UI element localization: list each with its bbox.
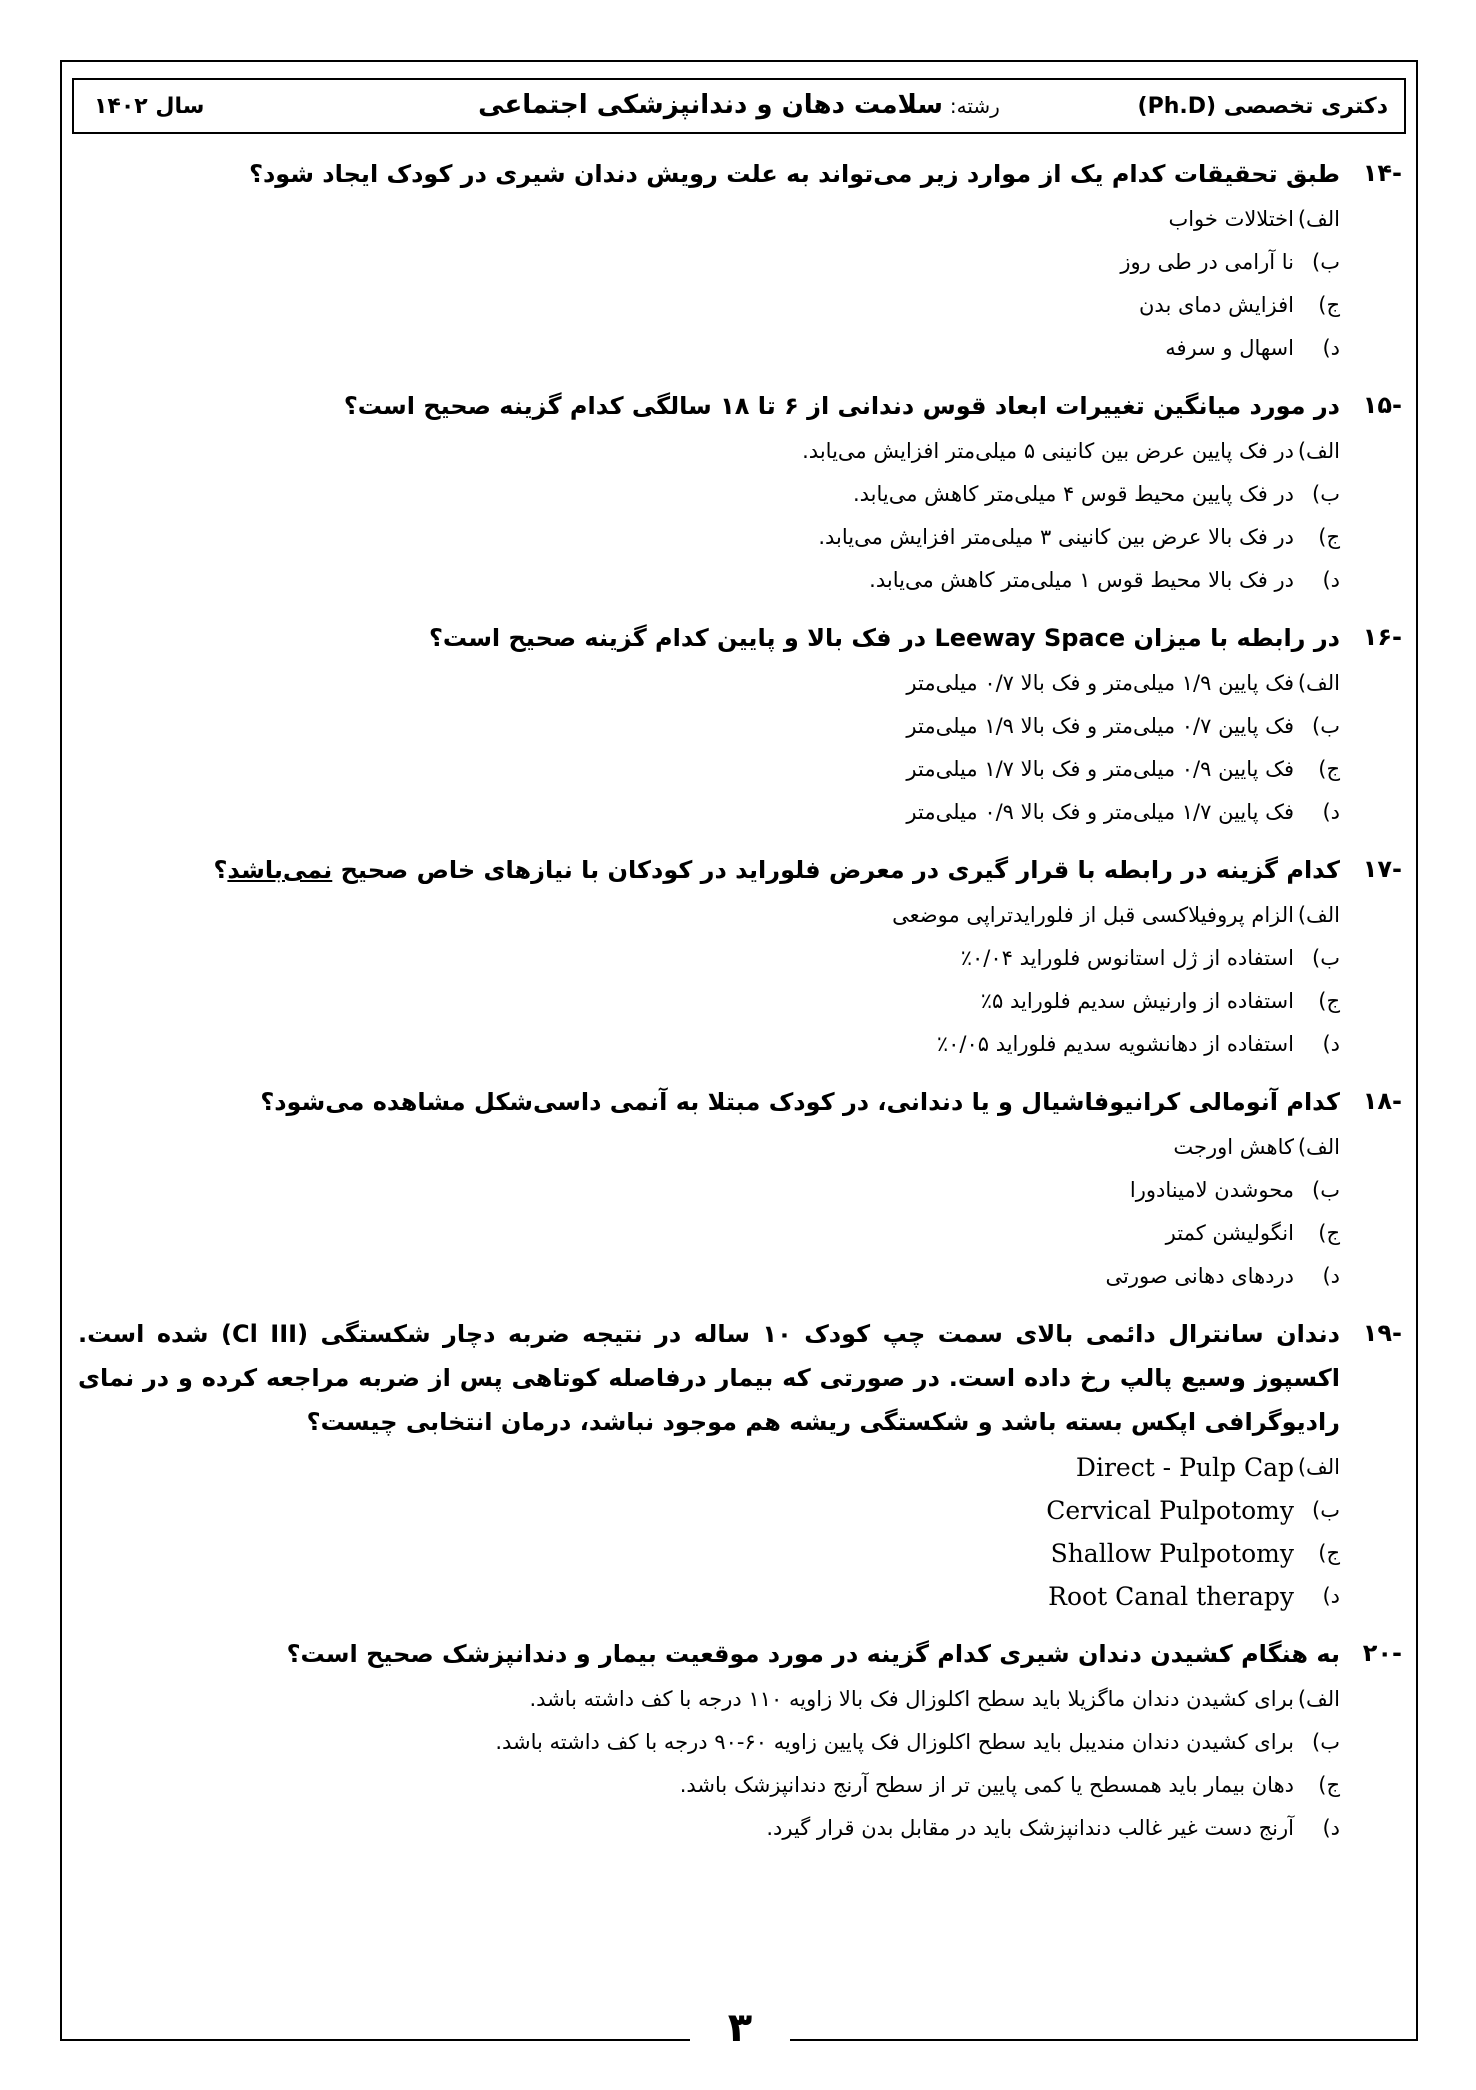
question-number: -۱۷ (1362, 855, 1402, 883)
question-15 (78, 384, 1402, 602)
option-jim[interactable] (78, 1532, 1340, 1575)
question-number: -۱۹ (1362, 1319, 1402, 1347)
option-label: ج) (1318, 1221, 1340, 1245)
option-text: دردهای دهانی صورتی (1105, 1264, 1294, 1288)
option-list (78, 430, 1402, 602)
question-number: -۱۵ (1362, 391, 1402, 419)
option-text: برای کشیدن دندان ماگزیلا باید سطح اکلوزال فک بالا زاویه ۱۱۰ درجه با کف داشته باشد. (529, 1687, 1294, 1711)
question-19 (78, 1312, 1402, 1618)
option-jim[interactable] (78, 980, 1340, 1023)
option-jim[interactable] (78, 748, 1340, 791)
option-jim[interactable] (78, 516, 1340, 559)
option-be[interactable] (78, 937, 1340, 980)
question-text: در رابطه با میزان Leeway Space در فک بالا و پایین کدام گزینه صحیح است؟ (428, 624, 1340, 652)
option-label: ب) (1312, 714, 1340, 738)
option-text: در فک پایین محیط قوس ۴ میلی‌متر کاهش می‌یابد. (852, 482, 1294, 506)
question-text: دندان سانترال دائمی بالای سمت چپ کودک ۱۰ ساله در نتیجه ضربه دچار شکستگی (Cl III) شده است. اکسپوز وسیع پالپ رخ داده است. در صورتی که بیمار درفاصله کوتاهی پس از ضربه مراجعه کرده و در نمای رادیوگرافی اپکس بسته باشد و شکستگی ریشه هم موجود نباشد، درمان انتخابی چیست؟ (78, 1320, 1340, 1436)
option-text: استفاده از وارنیش سدیم فلوراید ۵٪ (980, 989, 1294, 1013)
option-label: د) (1322, 336, 1340, 360)
option-text: فک پایین ۰/۷ میلی‌متر و فک بالا ۱/۹ میلی‌متر (906, 714, 1294, 738)
option-text: استفاده از دهانشویه سدیم فلوراید ۰/۰۵٪ (936, 1032, 1294, 1056)
option-text: فک پایین ۱/۷ میلی‌متر و فک بالا ۰/۹ میلی‌متر (906, 800, 1294, 824)
option-label: د) (1322, 568, 1340, 592)
option-label: ج) (1318, 1541, 1340, 1565)
option-label: الف) (1297, 1135, 1340, 1159)
option-text: نا آرامی در طی روز (1120, 250, 1294, 274)
option-label: ج) (1318, 1773, 1340, 1797)
option-list (78, 1126, 1402, 1298)
option-be[interactable] (78, 473, 1340, 516)
option-text: انگولیشن کمتر (1165, 1221, 1294, 1245)
footer-rule-left (60, 2039, 690, 2041)
question-text (78, 848, 1348, 892)
option-list (78, 894, 1402, 1066)
option-text: کاهش اورجت (1173, 1135, 1294, 1159)
option-text: فک پایین ۰/۹ میلی‌متر و فک بالا ۱/۷ میلی‌متر (906, 757, 1294, 781)
exam-year: سال ۱۴۰۲ (94, 94, 205, 119)
option-list (78, 662, 1402, 834)
option-be[interactable] (78, 705, 1340, 748)
question-mark: ؟ (213, 856, 228, 884)
option-label: ب) (1312, 946, 1340, 970)
option-be[interactable] (78, 1721, 1340, 1764)
option-text: اختلالات خواب (1168, 207, 1294, 231)
option-text: فک پایین ۱/۹ میلی‌متر و فک بالا ۰/۷ میلی‌متر (906, 671, 1294, 695)
option-label: ب) (1312, 1730, 1340, 1754)
option-label: ج) (1318, 525, 1340, 549)
option-label: الف) (1297, 1455, 1340, 1479)
option-dal[interactable] (78, 1575, 1340, 1618)
option-label: ب) (1312, 1498, 1340, 1522)
option-alef[interactable] (78, 894, 1340, 937)
option-text: محوشدن لامینادورا (1129, 1178, 1294, 1202)
question-text-main: کدام گزینه در رابطه با قرار گیری در معرض فلوراید در کودکان با نیازهای خاص صحیح (332, 856, 1340, 884)
option-label: ج) (1318, 757, 1340, 781)
question-16 (78, 616, 1402, 834)
option-list (78, 1446, 1402, 1618)
question-list (78, 152, 1402, 1864)
option-label: ب) (1312, 250, 1340, 274)
option-dal[interactable] (78, 1023, 1340, 1066)
footer-rule-right (790, 2039, 1418, 2041)
option-label: د) (1322, 1584, 1340, 1608)
option-alef[interactable] (78, 1446, 1340, 1489)
option-label: د) (1322, 800, 1340, 824)
option-dal[interactable] (78, 327, 1340, 370)
option-label: الف) (1297, 207, 1340, 231)
option-text: Direct - Pulp Cap (1075, 1453, 1294, 1482)
field-value: سلامت دهان و دندانپزشکی اجتماعی (478, 90, 943, 120)
field-label: رشته: (949, 94, 1000, 118)
option-text: استفاده از ژل استانوس فلوراید ۰/۰۴٪ (960, 946, 1294, 970)
exam-header (72, 78, 1406, 134)
option-label: ب) (1312, 482, 1340, 506)
question-18 (78, 1080, 1402, 1298)
question-text: طبق تحقیقات کدام یک از موارد زیر می‌تواند به علت رویش دندان شیری در کودک ایجاد شود؟ (249, 160, 1340, 188)
option-text: دهان بیمار باید همسطح یا کمی پایین تر از سطح آرنج دندانپزشک باشد. (679, 1773, 1294, 1797)
option-text: در فک پایین عرض بین کانینی ۵ میلی‌متر افزایش می‌یابد. (802, 439, 1294, 463)
option-alef[interactable] (78, 198, 1340, 241)
option-text: Shallow Pulpotomy (1050, 1539, 1294, 1568)
question-text: به هنگام کشیدن دندان شیری کدام گزینه در مورد موقعیت بیمار و دندانپزشک صحیح است؟ (286, 1640, 1340, 1668)
option-label: الف) (1297, 1687, 1340, 1711)
question-text: کدام آنومالی کرانیوفاشیال و یا دندانی، در کودک مبتلا به آنمی داسی‌شکل مشاهده می‌شود؟ (260, 1088, 1340, 1116)
option-text: الزام پروفیلاکسی قبل از فلورایدتراپی موضعی (892, 903, 1294, 927)
option-dal[interactable] (78, 1807, 1340, 1850)
option-label: د) (1322, 1816, 1340, 1840)
option-text: در فک بالا محیط قوس ۱ میلی‌متر کاهش می‌یابد. (869, 568, 1294, 592)
option-alef[interactable] (78, 1126, 1340, 1169)
option-label: ب) (1312, 1178, 1340, 1202)
question-20 (78, 1632, 1402, 1850)
option-be[interactable] (78, 1169, 1340, 1212)
option-label: د) (1322, 1264, 1340, 1288)
option-alef[interactable] (78, 1678, 1340, 1721)
option-text: افزایش دمای بدن (1139, 293, 1294, 317)
option-label: ج) (1318, 989, 1340, 1013)
option-alef[interactable] (78, 662, 1340, 705)
option-list (78, 198, 1402, 370)
question-17 (78, 848, 1402, 1066)
option-label: ج) (1318, 293, 1340, 317)
question-text: در مورد میانگین تغییرات ابعاد قوس دندانی از ۶ تا ۱۸ سالگی کدام گزینه صحیح است؟ (343, 392, 1340, 420)
option-jim[interactable] (78, 1764, 1340, 1807)
option-text: در فک بالا عرض بین کانینی ۳ میلی‌متر افزایش می‌یابد. (818, 525, 1294, 549)
option-label: الف) (1297, 903, 1340, 927)
option-dal[interactable] (78, 791, 1340, 834)
negation-emphasis: نمی‌باشد (227, 856, 333, 884)
option-text: Root Canal therapy (1048, 1582, 1294, 1611)
option-text: آرنج دست غیر غالب دندانپزشک باید در مقابل بدن قرار گیرد. (766, 1816, 1294, 1840)
option-alef[interactable] (78, 430, 1340, 473)
degree-label: دکتری تخصصی (Ph.D) (1137, 94, 1388, 119)
question-number: -۲۰ (1362, 1639, 1402, 1667)
option-label: الف) (1297, 439, 1340, 463)
option-text: اسهال و سرفه (1165, 336, 1294, 360)
option-dal[interactable] (78, 1255, 1340, 1298)
option-label: د) (1322, 1032, 1340, 1056)
question-14 (78, 152, 1402, 370)
option-be[interactable] (78, 1489, 1340, 1532)
option-list (78, 1678, 1402, 1850)
option-jim[interactable] (78, 284, 1340, 327)
field-title (74, 90, 1404, 120)
question-number: -۱۴ (1362, 159, 1402, 187)
option-label: الف) (1297, 671, 1340, 695)
page-number: ۳ (727, 2005, 753, 2051)
option-be[interactable] (78, 241, 1340, 284)
option-text: Cervical Pulpotomy (1046, 1496, 1294, 1525)
option-text: برای کشیدن دندان مندیبل باید سطح اکلوزال فک پایین زاویه ۶۰-۹۰ درجه با کف داشته باشد. (495, 1730, 1294, 1754)
option-dal[interactable] (78, 559, 1340, 602)
question-number: -۱۶ (1362, 623, 1402, 651)
option-jim[interactable] (78, 1212, 1340, 1255)
question-number: -۱۸ (1362, 1087, 1402, 1115)
